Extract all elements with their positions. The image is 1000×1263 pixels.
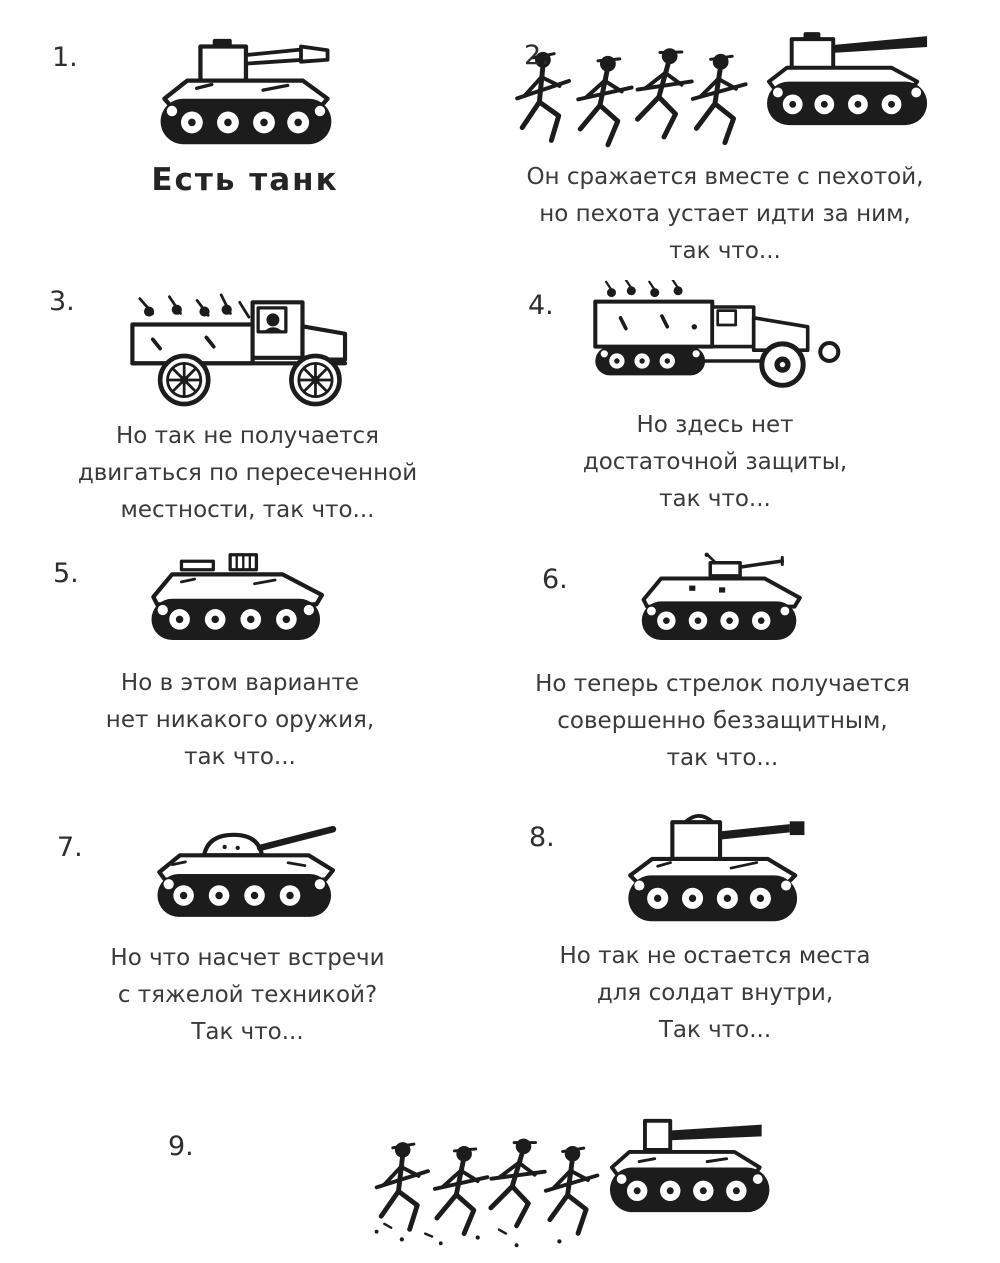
panel-1-caption [151, 162, 338, 199]
panel-9 [0, 1105, 1000, 1260]
caption-line: двигаться по пересеченной [77, 460, 418, 486]
caption-line: достаточной защиты, [582, 449, 848, 475]
caption-line: так что... [666, 745, 779, 771]
panel-2 [460, 30, 990, 270]
panel-2-caption [526, 159, 923, 270]
panel-2-number: 2. [524, 40, 550, 71]
panel-1-number: 1. [52, 42, 78, 73]
panel-4-number: 4. [528, 290, 554, 321]
truck-with-soldiers-drawing [125, 278, 370, 408]
panel-6 [450, 552, 995, 777]
infantry-following-tank-drawing [515, 30, 935, 149]
panel-8-number: 8. [529, 822, 555, 853]
panel-5 [25, 550, 455, 776]
panel-7-caption [110, 940, 384, 1051]
caption-line: Так что... [658, 1017, 772, 1043]
halftrack-with-soldiers-drawing [584, 280, 846, 397]
panel-6-caption [535, 666, 910, 777]
panel-3-number: 3. [49, 286, 75, 317]
unarmed-apc-drawing [144, 550, 336, 655]
infantry-chasing-tank-drawing [368, 1113, 778, 1254]
caption-line: так что... [669, 238, 781, 264]
caption-line: для солдат внутри, [596, 980, 834, 1006]
caption-line: Он сражается вместе с пехотой, [526, 164, 924, 190]
panel-5-caption [106, 665, 374, 776]
caption-line: Но здесь нет [636, 412, 794, 438]
panel-8-caption [559, 938, 870, 1049]
panel-1 [30, 36, 460, 199]
panel-8 [455, 810, 975, 1049]
panel-4 [460, 280, 970, 518]
light-tank-drawing [150, 818, 346, 930]
caption-line: Но в этом варианте [120, 670, 360, 696]
panel-7-number: 7. [57, 832, 83, 863]
basic-tank-drawing [153, 36, 338, 150]
caption-line: с тяжелой техникой? [117, 982, 378, 1008]
caption-line: так что... [659, 486, 771, 512]
panel-7 [25, 818, 470, 1051]
caption-line: так что... [184, 744, 296, 770]
panel-9-number: 9. [168, 1131, 194, 1162]
heavy-tank-drawing [621, 810, 809, 928]
caption-line: Но теперь стрелок получается [535, 671, 910, 697]
caption-line: Но что насчет встречи [110, 945, 385, 971]
apc-with-machine-gun-drawing [633, 552, 813, 656]
panel-6-number: 6. [542, 564, 568, 595]
caption-line: совершенно беззащитным, [557, 708, 888, 734]
panel-4-caption [583, 407, 847, 518]
panel-3 [25, 278, 470, 529]
caption-line: но пехота устает идти за ним, [539, 201, 911, 227]
caption-line: Но так не получается [115, 423, 379, 449]
caption-line: Так что... [191, 1019, 304, 1045]
panel-5-number: 5. [53, 558, 79, 589]
panel-3-caption [78, 418, 417, 529]
caption-line: Но так не остается места [559, 943, 871, 969]
caption-line: местности, так что... [120, 497, 375, 523]
caption-line: нет никакого оружия, [105, 707, 375, 733]
caption-line: Есть танк [151, 162, 339, 198]
